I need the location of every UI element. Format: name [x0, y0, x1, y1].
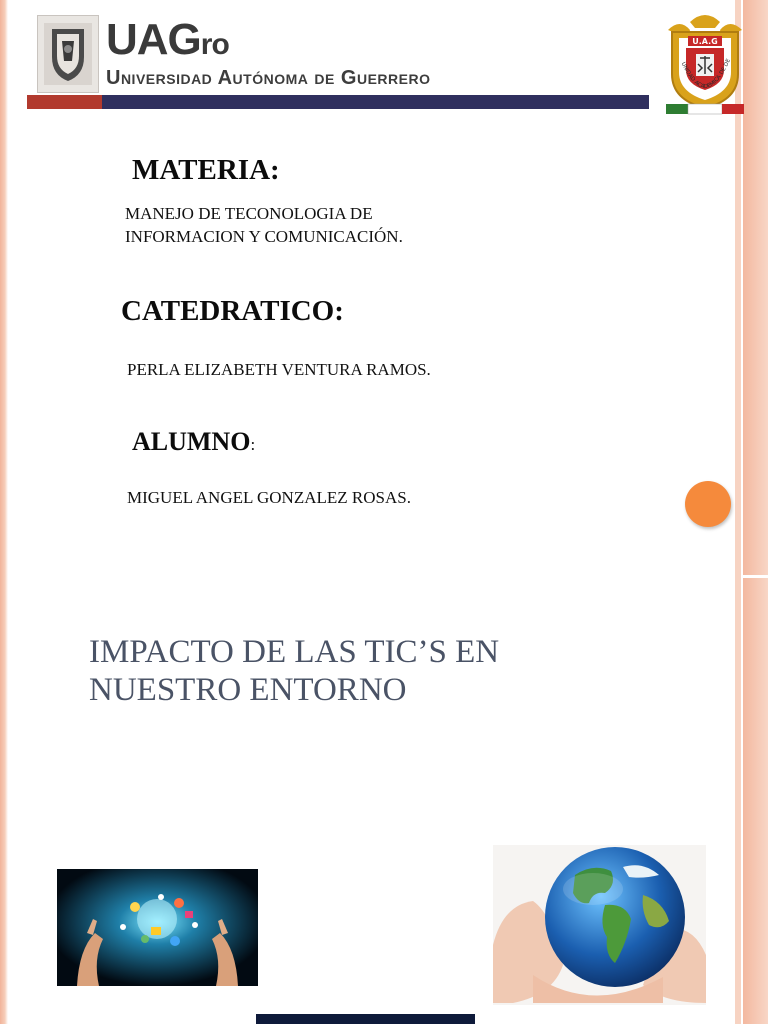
header-bar-red — [27, 95, 102, 109]
materia-line-2: INFORMACION Y COMUNICACIÓN. — [125, 227, 403, 246]
bottom-partial-image — [256, 1014, 475, 1024]
title-line-1: IMPACTO DE LAS TIC’S EN — [89, 634, 500, 670]
header-bar-navy — [102, 95, 649, 109]
alumno-heading-colon: : — [250, 435, 256, 454]
alumno-heading — [132, 429, 255, 455]
materia-value — [125, 202, 403, 248]
logo-title-suffix: ro — [200, 28, 229, 61]
left-page-border — [0, 0, 8, 1024]
right-page-border-inner — [735, 0, 741, 1024]
globe-in-hands-image — [493, 845, 706, 1005]
university-crest-logo — [37, 15, 99, 93]
title-line-2: NUESTRO ENTORNO — [89, 672, 407, 708]
right-page-border-outer — [743, 0, 768, 1024]
university-name: Universidad Autónoma de Guerrero — [106, 67, 431, 89]
orange-accent-circle — [685, 481, 731, 527]
catedratico-heading: CATEDRATICO: — [121, 295, 344, 327]
law-faculty-emblem-icon — [660, 8, 750, 118]
faculty-emblem — [660, 8, 750, 118]
document-title — [89, 633, 649, 709]
emblem-ring-text: UNIDAD ACADEMICA DE DE — [679, 58, 732, 91]
technology-hands-image — [57, 869, 258, 986]
alumno-heading-label: ALUMNO — [132, 427, 251, 456]
materia-heading: MATERIA: — [132, 154, 280, 186]
materia-line-1: MANEJO DE TECONOLOGIA DE — [125, 204, 373, 223]
right-border-divider — [743, 575, 768, 578]
logo-title-main: UAG — [106, 15, 201, 64]
catedratico-value: PERLA ELIZABETH VENTURA RAMOS. — [127, 360, 431, 379]
alumno-value: MIGUEL ANGEL GONZALEZ ROSAS. — [127, 488, 411, 507]
university-logo-title — [106, 15, 229, 64]
emblem-top-label: U.A.G — [692, 37, 718, 46]
crest-shield-icon — [42, 21, 94, 87]
